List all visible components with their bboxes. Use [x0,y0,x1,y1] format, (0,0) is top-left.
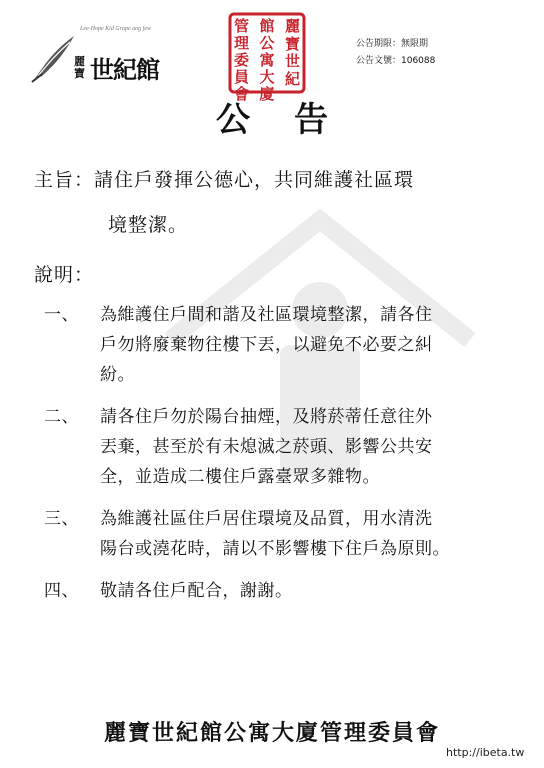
item-line: 陽台或澆花時，請以不影響樓下住戶為原則。 [100,539,450,559]
seal-character: 公 [259,34,275,52]
seal-character: 寶 [284,34,300,53]
item-line: 丟棄，甚至於有未熄滅之菸頭、影響公共安 [100,437,433,457]
seal-character: 館 [259,17,275,35]
item-line: 紛。 [100,365,135,385]
seal-character: 麗 [284,17,300,35]
seal-character: 委 [234,51,250,69]
seal-character: 寓 [259,51,275,69]
notice-item [44,402,534,492]
page-title: 公告 [216,100,372,140]
seal-character: 會 [234,85,250,103]
notice-item [44,504,534,564]
description-label: 說明： [34,264,95,286]
item-number: 三、 [44,509,79,529]
item-line: 為維護住戶間和諧及社區環境整潔，請各住 [100,305,433,325]
seal-column-1 [285,18,300,88]
seal-character: 理 [234,34,250,52]
watermark-url: http://ibeta.tw [446,746,525,759]
subject-line-2: 境整潔。 [108,214,189,236]
seal-character: 管 [234,17,250,35]
seal-character: 大 [259,68,275,86]
item-line: 敬請各住戶配合，謝謝。 [100,581,293,601]
item-line: 為維護社區住戶居住環境及品質，用水清洗 [100,509,433,529]
notice-meta [356,36,435,70]
seal-column-2 [259,17,275,103]
official-seal [228,12,306,103]
logo-big-text: 世紀館 [90,55,159,84]
seal-character: 員 [234,68,250,86]
notice-item [44,576,534,606]
item-number: 一、 [44,305,79,325]
logo-small-text: 麗寶 [74,55,85,80]
item-number: 四、 [44,581,79,601]
feather-brush-icon [30,32,78,84]
seal-character: 廈 [259,85,275,103]
seal-column-3 [234,17,250,103]
committee-signature: 麗寶世紀館公寓大廈管理委員會 [103,720,440,746]
notice-doc-number: 公告文號：106088 [356,56,436,66]
notice-items [44,300,534,618]
item-line: 全，並造成二樓住戶露臺眾多雜物。 [100,467,380,487]
notice-subject [34,158,414,248]
item-line: 戶勿將廢棄物往樓下丟，以避免不必要之糾 [100,335,433,355]
notice-item [44,300,534,390]
seal-character: 紀 [284,69,300,88]
logo [30,26,180,86]
subject-line-1: 主旨：請住戶發揮公德心，共同維護社區環 [34,169,415,191]
logo-script-text: Lee-Hope Kid Grape ang few [80,26,151,32]
item-line: 請各住戶勿於陽台抽煙，及將菸蒂任意往外 [100,407,433,427]
seal-character: 世 [284,52,300,71]
notice-period: 公告期限：無限期 [356,39,429,49]
item-number: 二、 [44,407,79,427]
